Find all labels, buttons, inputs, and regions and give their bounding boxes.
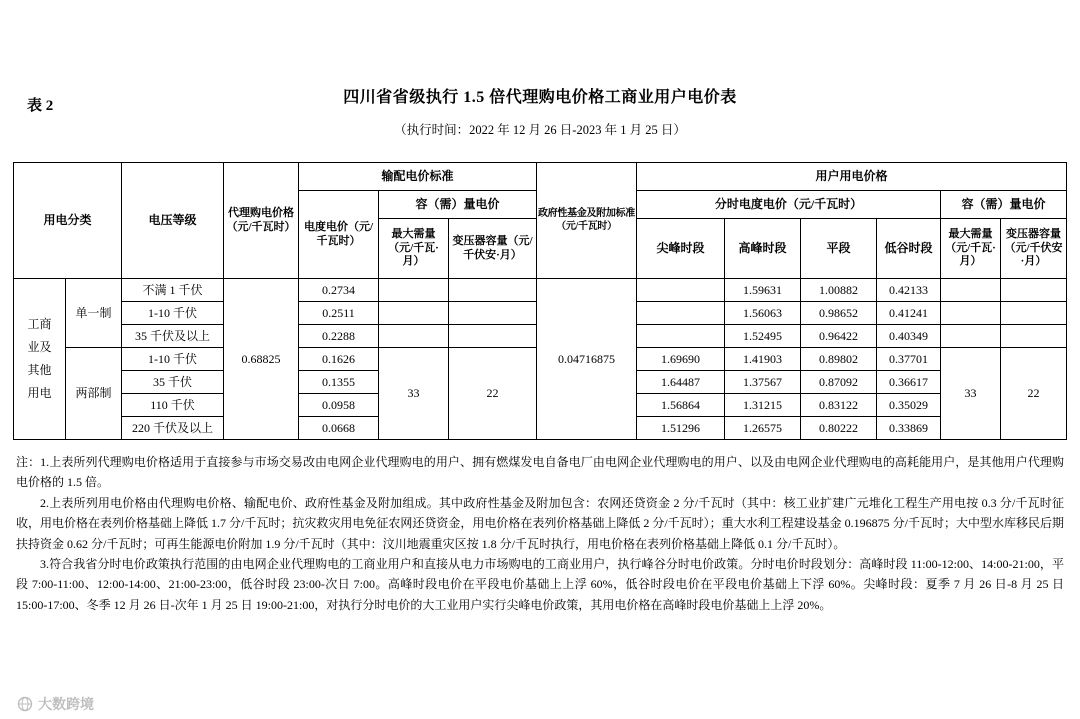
cell-max-demand-empty: [378, 279, 448, 302]
header-transmission-group: 输配电价标准: [298, 163, 536, 191]
cell-transformer-empty: [448, 279, 536, 302]
cell-transformer-empty: [448, 325, 536, 348]
cell-sharp: 1.69690: [636, 348, 724, 371]
cell-system-two-part: 两部制: [65, 348, 121, 440]
globe-icon: [17, 696, 33, 712]
cell-sharp-empty: [636, 279, 724, 302]
header-flat: 平段: [800, 219, 876, 279]
cell-flat: 0.89802: [800, 348, 876, 371]
cell-peak: 1.52495: [724, 325, 800, 348]
cell-peak: 1.26575: [724, 417, 800, 440]
usage-category-text: 工商业及其他用电: [27, 317, 52, 400]
page-title: 四川省省级执行 1.5 倍代理购电价格工商业用户电价表: [343, 89, 737, 106]
cell-transformer-value: 22: [448, 348, 536, 440]
cell-peak: 1.56063: [724, 302, 800, 325]
cell-energy-price: 0.1355: [298, 371, 378, 394]
table-row: [13, 279, 1066, 302]
cell-energy-price: 0.0958: [298, 394, 378, 417]
cell-peak: 1.59631: [724, 279, 800, 302]
cell-voltage: 1-10 千伏: [121, 348, 223, 371]
cell-voltage: 110 千伏: [121, 394, 223, 417]
header-capacity-group-left: 容（需）量电价: [378, 191, 536, 219]
header-usage-category: 用电分类: [13, 163, 121, 279]
cell-energy-price: 0.2288: [298, 325, 378, 348]
page-subtitle: （执行时间：2022 年 12 月 26 日-2023 年 1 月 25 日）: [394, 123, 686, 137]
footnote-2: 2.上表所列用电价格由代理购电价格、输配电价、政府性基金及附加组成。其中政府性基金及附加包含：农网还贷资金 2 分/千瓦时（其中：核工业扩建广元堆化工程生产用电按 0.3 分/千瓦时征收，用电价格在表列价格基础上降低 1.7 分/千瓦时；抗灾救灾用电免征农网还贷资金，用电价格在表列价格基础上降低 2 分/千瓦时）；重大水利工程建设基金 0.196875 分/千瓦时；大中型水库移民后期扶持资金 0.62 分/千瓦时；可再生能源电价附加 1.9 分/千瓦时（其中：汶川地震重灾区按 1.8 分/千瓦时执行，用电价格在表列价格基础上降低 0.1 分/千瓦时）。: [16, 495, 1065, 551]
electricity-price-table: [13, 162, 1067, 440]
cell-voltage: 220 千伏及以上: [121, 417, 223, 440]
cell-transformer-user-empty: [1000, 279, 1066, 302]
cell-valley: 0.35029: [876, 394, 940, 417]
cell-max-demand-user-empty: [940, 302, 1000, 325]
header-gov-fund: 政府性基金及附加标准（元/千瓦时）: [536, 163, 636, 279]
header-tou-group: 分时电度电价（元/千瓦时）: [636, 191, 940, 219]
cell-voltage: 1-10 千伏: [121, 302, 223, 325]
cell-energy-price: 0.1626: [298, 348, 378, 371]
cell-flat: 1.00882: [800, 279, 876, 302]
cell-flat: 0.98652: [800, 302, 876, 325]
cell-max-demand-user-empty: [940, 325, 1000, 348]
cell-transformer-user-empty: [1000, 325, 1066, 348]
header-valley: 低谷时段: [876, 219, 940, 279]
cell-voltage: 35 千伏及以上: [121, 325, 223, 348]
header-max-demand-right: 最大需量（元/千瓦·月）: [940, 219, 1000, 279]
header-voltage-level: 电压等级: [121, 163, 223, 279]
header-sharp-peak: 尖峰时段: [636, 219, 724, 279]
cell-voltage: 35 千伏: [121, 371, 223, 394]
cell-valley: 0.40349: [876, 325, 940, 348]
cell-transformer-user-empty: [1000, 302, 1066, 325]
header-energy-price: 电度电价（元/千瓦时）: [298, 191, 378, 279]
cell-sharp: 1.64487: [636, 371, 724, 394]
cell-peak: 1.37567: [724, 371, 800, 394]
cell-peak: 1.41903: [724, 348, 800, 371]
cell-max-demand-user-empty: [940, 279, 1000, 302]
cell-valley: 0.41241: [876, 302, 940, 325]
cell-valley: 0.33869: [876, 417, 940, 440]
cell-valley: 0.37701: [876, 348, 940, 371]
cell-agent-price-value: 0.68825: [223, 279, 298, 440]
table-number-label: 表 2: [27, 98, 54, 114]
cell-peak: 1.31215: [724, 394, 800, 417]
header-capacity-group-right: 容（需）量电价: [940, 191, 1066, 219]
cell-max-demand-empty: [378, 325, 448, 348]
header-transformer-left: 变压器容量（元/千伏安·月）: [448, 219, 536, 279]
cell-valley: 0.36617: [876, 371, 940, 394]
cell-voltage: 不满 1 千伏: [121, 279, 223, 302]
cell-energy-price: 0.2734: [298, 279, 378, 302]
footnote-1: 注：1.上表所列代理购电价格适用于直接参与市场交易改由电网企业代理购电的用户、拥有燃煤发电自备电厂由电网企业代理购电的用户、以及由电网企业代理购电的高耗能用户，是其他用户代理购电价格的 1.5 倍。: [16, 455, 1064, 490]
header-peak: 高峰时段: [724, 219, 800, 279]
cell-sharp: 1.51296: [636, 417, 724, 440]
cell-max-demand-user-value: 33: [940, 348, 1000, 440]
cell-max-demand-empty: [378, 302, 448, 325]
cell-flat: 0.96422: [800, 325, 876, 348]
cell-flat: 0.83122: [800, 394, 876, 417]
cell-flat: 0.80222: [800, 417, 876, 440]
cell-max-demand-value: 33: [378, 348, 448, 440]
cell-energy-price: 0.2511: [298, 302, 378, 325]
header-max-demand-left: 最大需量（元/千瓦·月）: [378, 219, 448, 279]
cell-gov-fund-value: 0.04716875: [536, 279, 636, 440]
cell-sharp-empty: [636, 302, 724, 325]
cell-usage-category: [13, 279, 65, 440]
cell-sharp: 1.56864: [636, 394, 724, 417]
header-user-price-group: 用户用电价格: [636, 163, 1066, 191]
footnotes: [16, 452, 1064, 615]
cell-system-single: 单一制: [65, 279, 121, 348]
header-agent-price: 代理购电价格（元/千瓦时）: [223, 163, 298, 279]
watermark-text: 大数跨境: [38, 696, 94, 712]
cell-transformer-user-value: 22: [1000, 348, 1066, 440]
header-transformer-right: 变压器容量（元/千伏安·月）: [1000, 219, 1066, 279]
cell-sharp-empty: [636, 325, 724, 348]
cell-energy-price: 0.0668: [298, 417, 378, 440]
cell-flat: 0.87092: [800, 371, 876, 394]
watermark: [13, 693, 98, 715]
cell-transformer-empty: [448, 302, 536, 325]
header-row-1: [13, 163, 1066, 191]
cell-valley: 0.42133: [876, 279, 940, 302]
footnote-3: 3.符合我省分时电价政策执行范围的由电网企业代理购电的工商业用户和直接从电力市场购电的工商业用户，执行峰谷分时电价政策。分时电价时段划分：高峰时段 11:00-12:00、14:00-21:00，平段 7:00-11:00、12:00-14:00、21:00-23:00，低谷时段 23:00-次日 7:00。高峰时段电价在平段电价基础上上浮 60%，低谷时段电价在平段电价基础上下浮 60%。尖峰时段：夏季 7 月 26 日-8 月 25 日 15:00-17:00、冬季 12 月 26 日-次年 1 月 25 日 19:00-21:00，对执行分时电价的大工业用户实行尖峰电价政策，其用电价格在高峰时段电价基础上上浮 20%。: [16, 556, 1064, 612]
